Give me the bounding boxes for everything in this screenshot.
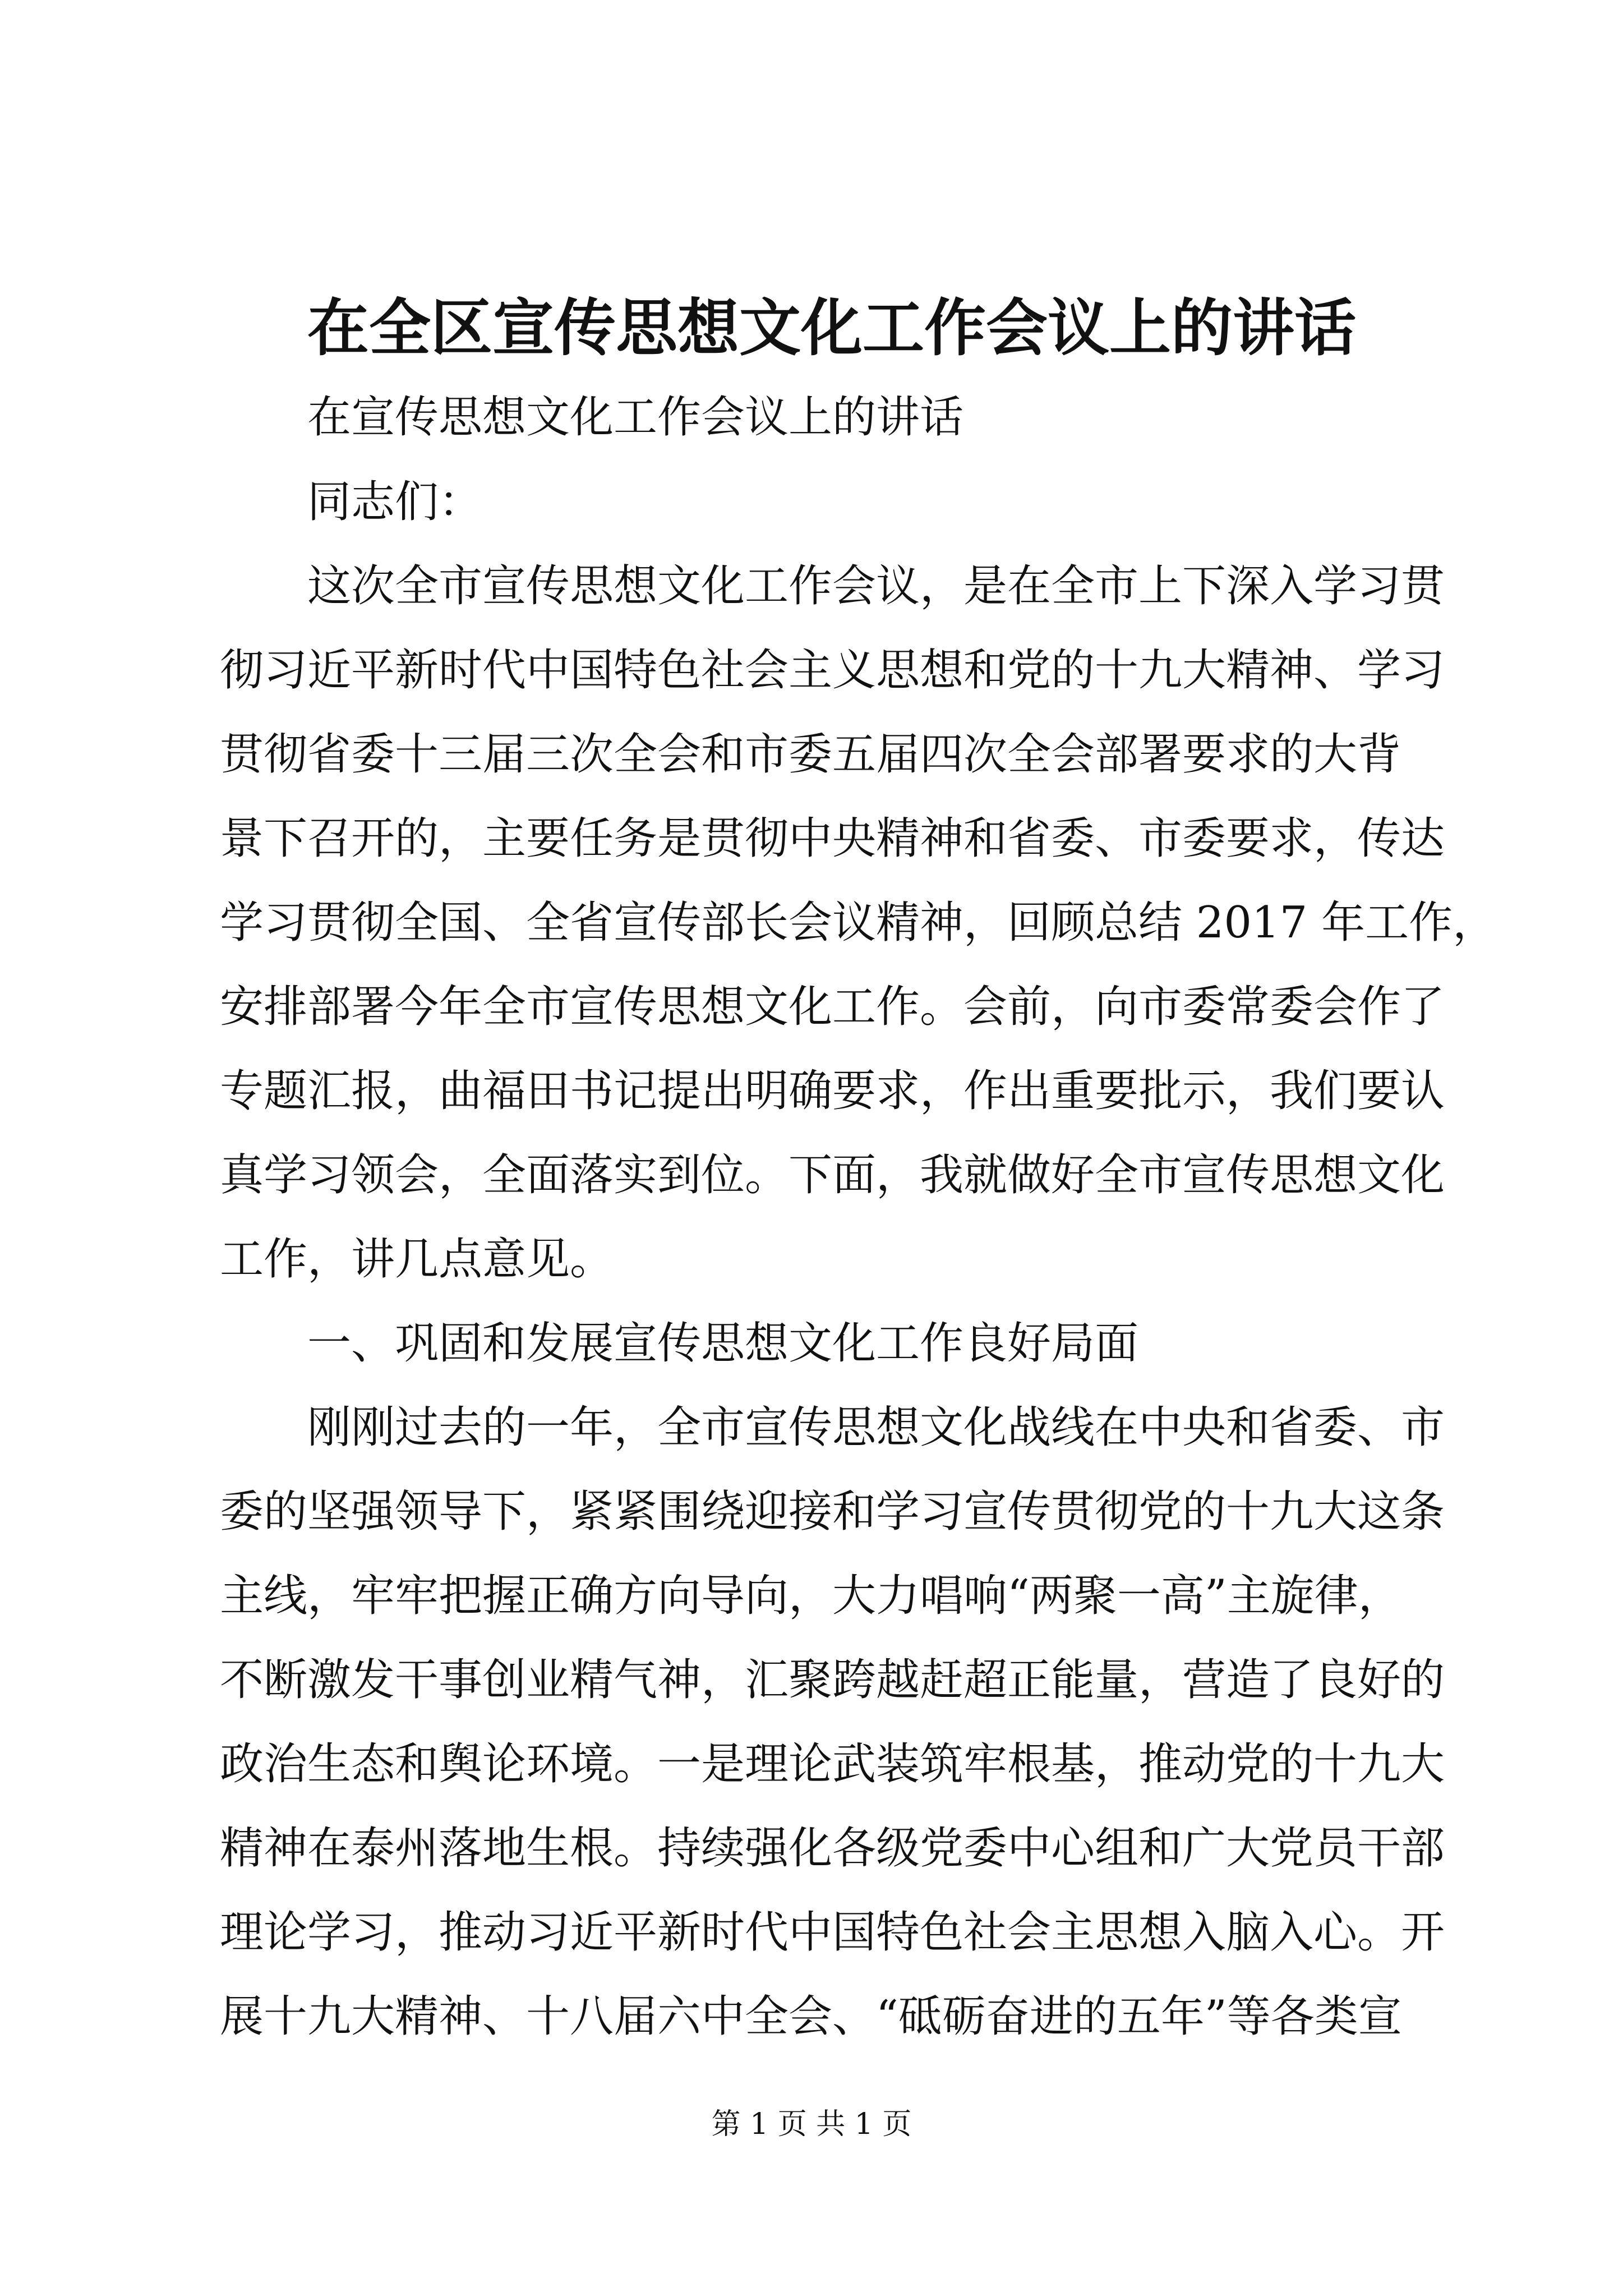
paragraph-line: 理论学习，推动习近平新时代中国特色社会主思想入脑入心。开 bbox=[220, 1907, 1445, 1958]
paragraph-line: 展十九大精神、十八届六中全会、“砥砺奋进的五年”等各类宣 bbox=[220, 1991, 1402, 2042]
paragraph-line: 工作，讲几点意见。 bbox=[220, 1234, 614, 1285]
paragraph-line: 刚刚过去的一年，全市宣传思想文化战线在中央和省委、市 bbox=[307, 1402, 1445, 1453]
paragraph-line: 主线，牢牢把握正确方向导向，大力唱响“两聚一高”主旋律， bbox=[220, 1571, 1402, 1621]
paragraph-line: 委的坚强领导下，紧紧围绕迎接和学习宣传贯彻党的十九大这条 bbox=[220, 1487, 1445, 1537]
subtitle-line: 在宣传思想文化工作会议上的讲话 bbox=[307, 392, 964, 443]
paragraph-line: 这次全市宣传思想文化工作会议，是在全市上下深入学习贯 bbox=[307, 561, 1445, 611]
salutation-line: 同志们： bbox=[307, 477, 483, 527]
paragraph-line: 景下召开的，主要任务是贯彻中央精神和省委、市委要求，传达 bbox=[220, 813, 1445, 864]
paragraph-line: 安排部署今年全市宣传思想文化工作。会前，向市委常委会作了 bbox=[220, 982, 1445, 1032]
paragraph-line: 贯彻省委十三届三次全会和市委五届四次全会部署要求的大背 bbox=[220, 729, 1401, 780]
paragraph-line: 精神在泰州落地生根。持续强化各级党委中心组和广大党员干部 bbox=[220, 1823, 1445, 1874]
document-title: 在全区宣传思想文化工作会议上的讲话 bbox=[307, 292, 1356, 364]
paragraph-line: 不断激发干事创业精气神，汇聚跨越赶超正能量，营造了良好的 bbox=[220, 1655, 1445, 1705]
paragraph-line: 专题汇报，曲福田书记提出明确要求，作出重要批示，我们要认 bbox=[220, 1066, 1445, 1116]
paragraph-line: 学习贯彻全国、全省宣传部长会议精神，回顾总结 2017 年工作， bbox=[220, 898, 1497, 948]
paragraph-line: 真学习领会，全面落实到位。下面，我就做好全市宣传思想文化 bbox=[220, 1150, 1445, 1200]
paragraph-line: 政治生态和舆论环境。一是理论武装筑牢根基，推动党的十九大 bbox=[220, 1739, 1445, 1789]
page-footer: 第 1 页 共 1 页 bbox=[711, 2108, 912, 2141]
section-heading: 一、巩固和发展宣传思想文化工作良好局面 bbox=[307, 1318, 1139, 1369]
paragraph-line: 彻习近平新时代中国特色社会主义思想和党的十九大精神、学习 bbox=[220, 645, 1445, 696]
